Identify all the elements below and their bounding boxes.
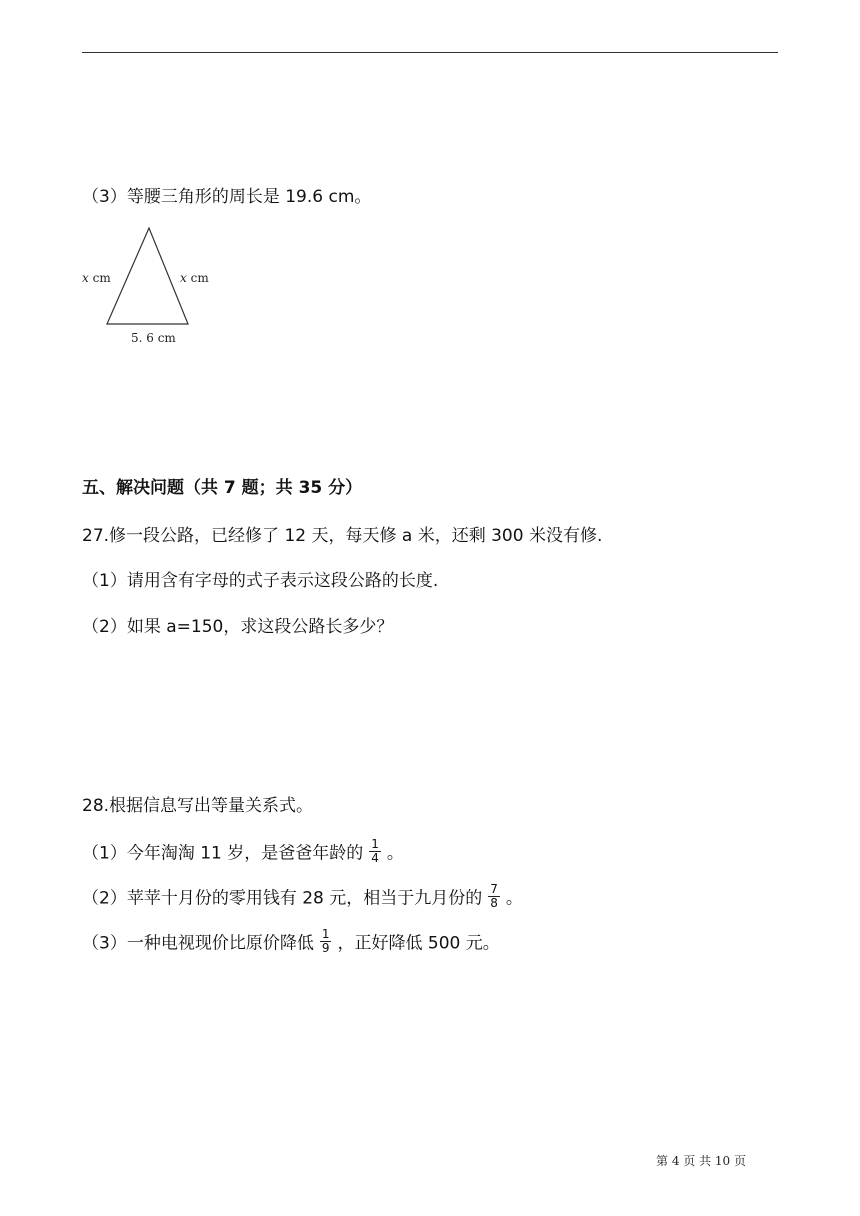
q27-stem: 27.修一段公路，已经修了 12 天，每天修 a 米，还剩 300 米没有修. bbox=[82, 526, 603, 546]
q28-sub1-index: （1） bbox=[82, 843, 127, 864]
q28-sub3-before: 一种电视现价比原价降低 bbox=[126, 933, 314, 954]
q27-sub1-index: （1） bbox=[82, 571, 127, 591]
part3-text: 等腰三角形的周长是 19.6 cm。 bbox=[126, 187, 372, 207]
triangle-svg bbox=[78, 222, 228, 352]
part3-index: （3） bbox=[82, 187, 127, 207]
q28-sub2 bbox=[82, 882, 523, 912]
page-footer: 第 4 页 共 10 页 bbox=[656, 1154, 746, 1168]
q28-sub1-before: 今年淘淘 11 岁，是爸爸年龄的 bbox=[126, 843, 364, 864]
q28-sub3 bbox=[82, 927, 500, 957]
q27-sub2 bbox=[82, 616, 393, 638]
isosceles-triangle-figure bbox=[78, 222, 228, 352]
q28-sub1 bbox=[82, 837, 404, 867]
fraction-one-quarter: $\frac{1}{4}$ bbox=[371, 837, 379, 865]
q28-sub1-after: 。 bbox=[386, 843, 404, 864]
section-title: 五、解决问题（共 7 题；共 35 分） bbox=[82, 478, 363, 498]
base-label: 5. 6 cm bbox=[131, 331, 176, 345]
q28-sub2-before: 苹苹十月份的零用钱有 28 元，相当于九月份的 bbox=[126, 888, 483, 909]
fraction-seven-eighths: $\frac{7}{8}$ bbox=[490, 882, 498, 910]
q28-sub2-after: 。 bbox=[505, 888, 523, 909]
left-side-label: x cm bbox=[82, 271, 111, 285]
part3-line bbox=[82, 186, 371, 208]
triangle-shape bbox=[107, 228, 188, 324]
q28-sub3-after: ，正好降低 500 元。 bbox=[337, 933, 500, 954]
q28-sub3-index: （3） bbox=[82, 933, 127, 954]
right-side-label: x cm bbox=[180, 271, 209, 285]
q28-sub2-index: （2） bbox=[82, 888, 127, 909]
q27-sub1 bbox=[82, 570, 438, 592]
header-rule bbox=[82, 52, 778, 53]
fraction-one-ninth: $\frac{1}{9}$ bbox=[321, 927, 330, 955]
q27-sub2-text: 如果 a=150，求这段公路长多少？ bbox=[126, 617, 394, 637]
q27-sub1-text: 请用含有字母的式子表示这段公路的长度. bbox=[126, 571, 439, 591]
q28-stem: 28.根据信息写出等量关系式。 bbox=[82, 796, 314, 816]
q27-sub2-index: （2） bbox=[82, 617, 127, 637]
